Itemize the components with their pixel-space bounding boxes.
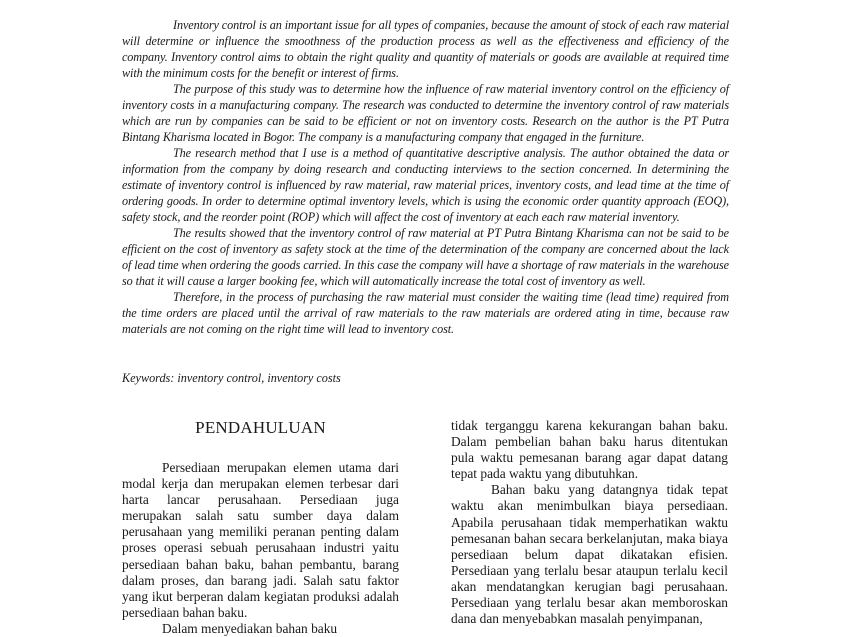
body-paragraph-continuation: tidak terganggu karena kekurangan bahan baku. Dalam pembelian bahan baku harus ditentukan pula waktu pemesanan barang agar dapat datang tepat pada waktu yang dibutuhkan. [451, 418, 728, 482]
abstract-paragraph: Inventory control is an important issue for all types of companies, because the amount of stock of each raw material will determine or influence the smoothness of the production process as well as the effectiveness and efficiency of the company. Inventory control aims to obtain the right quality and quantity of materials or goods are available at required time with the minimum costs for the benefit or interest of firms. [122, 18, 729, 80]
abstract [122, 17, 729, 337]
body-column-right [451, 418, 728, 627]
section-heading: PENDAHULUAN [195, 418, 326, 437]
body-paragraph: Persediaan merupakan elemen utama dari modal kerja dan merupakan elemen terbesar dari harta lancar perusahaan. Persediaan juga merupakan salah satu sumber daya dalam perusahaan yang memiliki peranan penting dalam proses operasi sebuah perusahaan industri yaitu persediaan bahan baku, bahan pembantu, barang dalam proses, dan barang jadi. Salah satu faktor yang ikut berperan dalam kegiatan produksi adalah persediaan bahan baku. [122, 460, 399, 620]
abstract-paragraph: The research method that I use is a method of quantitative descriptive analysis. The author obtained the data or information from the company by doing research and conducting interviews to the section concerned. In determining the estimate of inventory control is influenced by raw material, raw material prices, inventory costs, and lead time at the time of ordering goods. In order to determine optimal inventory levels, which is using the economic order quantity approach (EOQ), safety stock, and the reorder point (ROP) which will affect the cost of inventory at each each raw material inventory. [122, 146, 729, 224]
abstract-paragraph: The results showed that the inventory control of raw material at PT Putra Bintang Kharisma can not be said to be efficient on the cost of inventory as safety stock at the time of the determination of the company are concerned about the lack of lead time when ordering the goods carried. In this case the company will have a shortage of raw materials in the warehouse so that it will cause a larger booking fee, which will automatically increase the total cost of inventory as well. [122, 226, 729, 288]
abstract-paragraph: The purpose of this study was to determine how the influence of raw material inventory control on the efficiency of inventory costs in a manufacturing company. The research was conducted to determine the inventory control of raw materials which are run by companies can be said to be efficient or not on inventory costs. Research on the author is the PT Putra Bintang Kharisma located in Bogor. The company is a manufacturing company that engaged in the furniture. [122, 82, 729, 144]
body-paragraph: Bahan baku yang datangnya tidak tepat waktu akan menimbulkan biaya persediaan. Apabila perusahaan tidak memperhatikan waktu pemesanan bahan secara berkelanjutan, maka biaya persediaan belum dapat dikatakan efisien. Persediaan yang terlalu besar ataupun terlalu kecil akan mendatangkan kerugian bagi perusahaan. Persediaan yang terlalu besar akan memboroskan dana dan menyebabkan masalah penyimpanan, [451, 482, 728, 627]
body-paragraph: Dalam menyediakan bahan baku [162, 620, 338, 636]
body-column-left [122, 416, 399, 637]
abstract-paragraph: Therefore, in the process of purchasing the raw material must consider the waiting time (lead time) required from the time orders are placed until the arrival of raw materials to the raw materials are ordered ating in time, because raw materials are not coming on the right time will lead to inventory cost. [122, 290, 729, 336]
keywords: Keywords: inventory control, inventory costs [122, 371, 341, 385]
